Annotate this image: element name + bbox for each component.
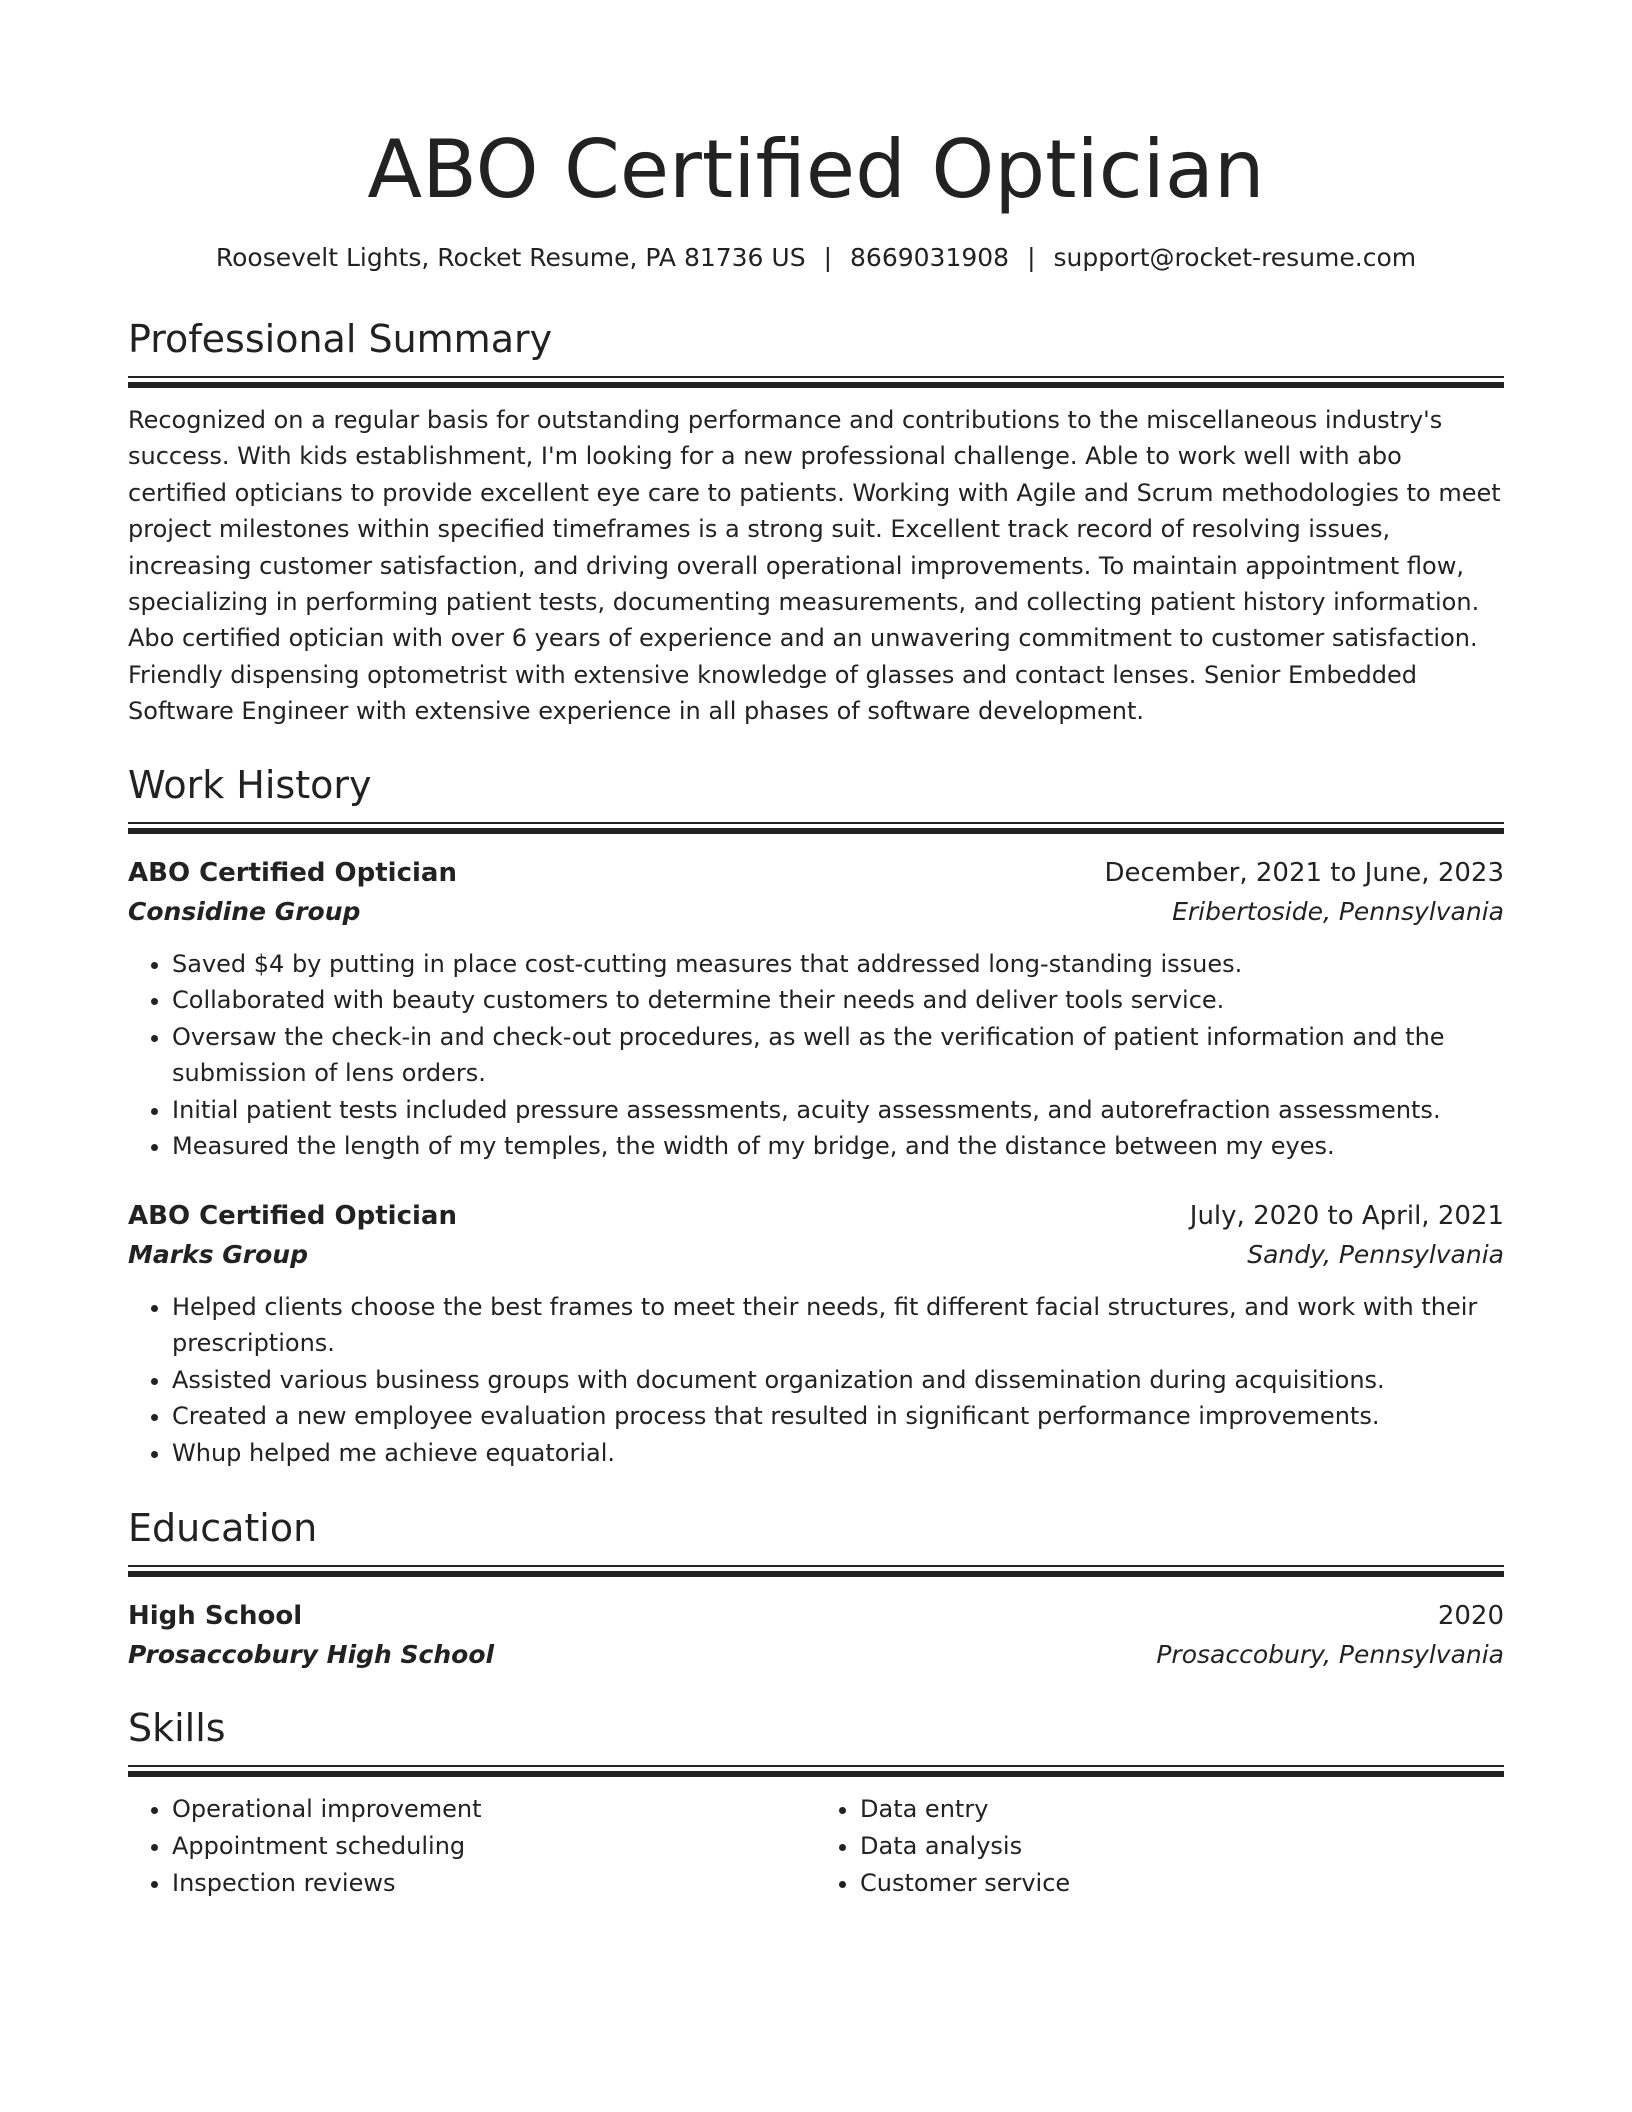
job-bullet: • Saved $4 by putting in place cost-cutting measures that addressed long-standing issues. <box>172 946 1504 983</box>
job-dates: July, 2020 to April, 2021 <box>1189 1200 1504 1231</box>
job-header <box>128 1197 1504 1235</box>
job-position: ABO Certified Optician <box>128 1200 457 1231</box>
section-title-education: Education <box>128 1506 318 1551</box>
job-bullet-list <box>128 946 1504 1165</box>
skills-list-left <box>128 1791 816 1902</box>
contact-separator: | <box>823 243 833 272</box>
job-bullet: • Assisted various business groups with document organization and dissemination during acquisitions. <box>172 1362 1504 1399</box>
skill-item: • Operational improvement <box>172 1791 816 1828</box>
section-title-work-history: Work History <box>128 762 372 807</box>
contact-phone: 8669031908 <box>850 243 1010 272</box>
job-bullet: • Collaborated with beauty customers to determine their needs and deliver tools service. <box>172 982 1504 1019</box>
job-bullet: • Whup helped me achieve equatorial. <box>172 1435 1504 1472</box>
section-title-skills: Skills <box>128 1706 226 1751</box>
education-subheader <box>128 1635 1504 1675</box>
job-entry <box>128 854 1504 1165</box>
contact-email: support@rocket-resume.com <box>1053 243 1417 272</box>
job-bullet-list <box>128 1289 1504 1472</box>
education-header <box>128 1597 1504 1635</box>
job-header <box>128 854 1504 892</box>
job-location: Sandy, Pennsylvania <box>1247 1239 1504 1269</box>
contact-separator: | <box>1027 243 1036 272</box>
job-bullet: • Initial patient tests included pressure assessments, acuity assessments, and autorefraction assessments. <box>172 1092 1504 1129</box>
education-degree: High School <box>128 1601 303 1632</box>
job-bullet: • Measured the length of my temples, the width of my bridge, and the distance between my eyes. <box>172 1128 1504 1165</box>
job-location: Eribertoside, Pennsylvania <box>1172 896 1504 926</box>
skill-item: • Data analysis <box>860 1828 1504 1865</box>
skills-section <box>128 1703 1504 1902</box>
section-divider <box>128 376 1504 388</box>
job-bullet: • Created a new employee evaluation process that resulted in significant performance improvements. <box>172 1398 1504 1435</box>
professional-summary-section <box>128 314 1504 730</box>
education-school: Prosaccobury High School <box>128 1640 495 1670</box>
skill-item: • Customer service <box>860 1865 1504 1902</box>
skills-list-right <box>816 1791 1504 1902</box>
education-entry <box>128 1597 1504 1675</box>
section-divider <box>128 1765 1504 1777</box>
section-title-summary: Professional Summary <box>128 317 553 361</box>
job-subheader <box>128 892 1504 932</box>
education-section <box>128 1503 1504 1675</box>
job-bullet: • Helped clients choose the best frames to meet their needs, fit different facial structures, and work with their prescriptions. <box>172 1289 1504 1362</box>
job-subheader <box>128 1235 1504 1275</box>
section-divider <box>128 1565 1504 1577</box>
job-bullet: • Oversaw the check-in and check-out procedures, as well as the verification of patient information and the submission of lens orders. <box>172 1019 1504 1092</box>
job-position: ABO Certified Optician <box>128 857 457 888</box>
skills-columns <box>128 1791 1504 1902</box>
job-company: Considine Group <box>128 896 361 926</box>
summary-text: Recognized on a regular basis for outstanding performance and contributions to the miscellaneous industry's success. With kids establishment, I'm looking for a new professional challenge. Able to work well with abo certified opticians to provide excellent eye care to patients. Working with Agile and Scrum methodologies to meet project milestones within specified timeframes is a strong suit. Excellent track record of resolving issues, increasing customer satisfaction, and driving overall operational improvements. To maintain appointment flow, specializing in performing patient tests, documenting measurements, and collecting patient history information. Abo certified optician with over 6 years of experience and an unwavering commitment to customer satisfaction. Friendly dispensing optometrist with extensive knowledge of glasses and contact lenses. Senior Embedded Software Engineer with extensive experience in all phases of software development. <box>128 406 1501 726</box>
contact-line <box>128 240 1504 276</box>
candidate-name: ABO Certified Optician <box>367 123 1265 216</box>
education-year: 2020 <box>1437 1601 1504 1632</box>
job-entry <box>128 1197 1504 1472</box>
job-dates: December, 2021 to June, 2023 <box>1104 857 1504 888</box>
skill-item: • Data entry <box>860 1791 1504 1828</box>
job-company: Marks Group <box>128 1239 309 1269</box>
contact-address: Roosevelt Lights, Rocket Resume, PA 81736 US <box>215 243 806 272</box>
work-history-section <box>128 760 1504 1472</box>
section-divider <box>128 822 1504 834</box>
education-location: Prosaccobury, Pennsylvania <box>1156 1640 1504 1670</box>
skill-item: • Appointment scheduling <box>172 1828 816 1865</box>
skill-item: • Inspection reviews <box>172 1865 816 1902</box>
